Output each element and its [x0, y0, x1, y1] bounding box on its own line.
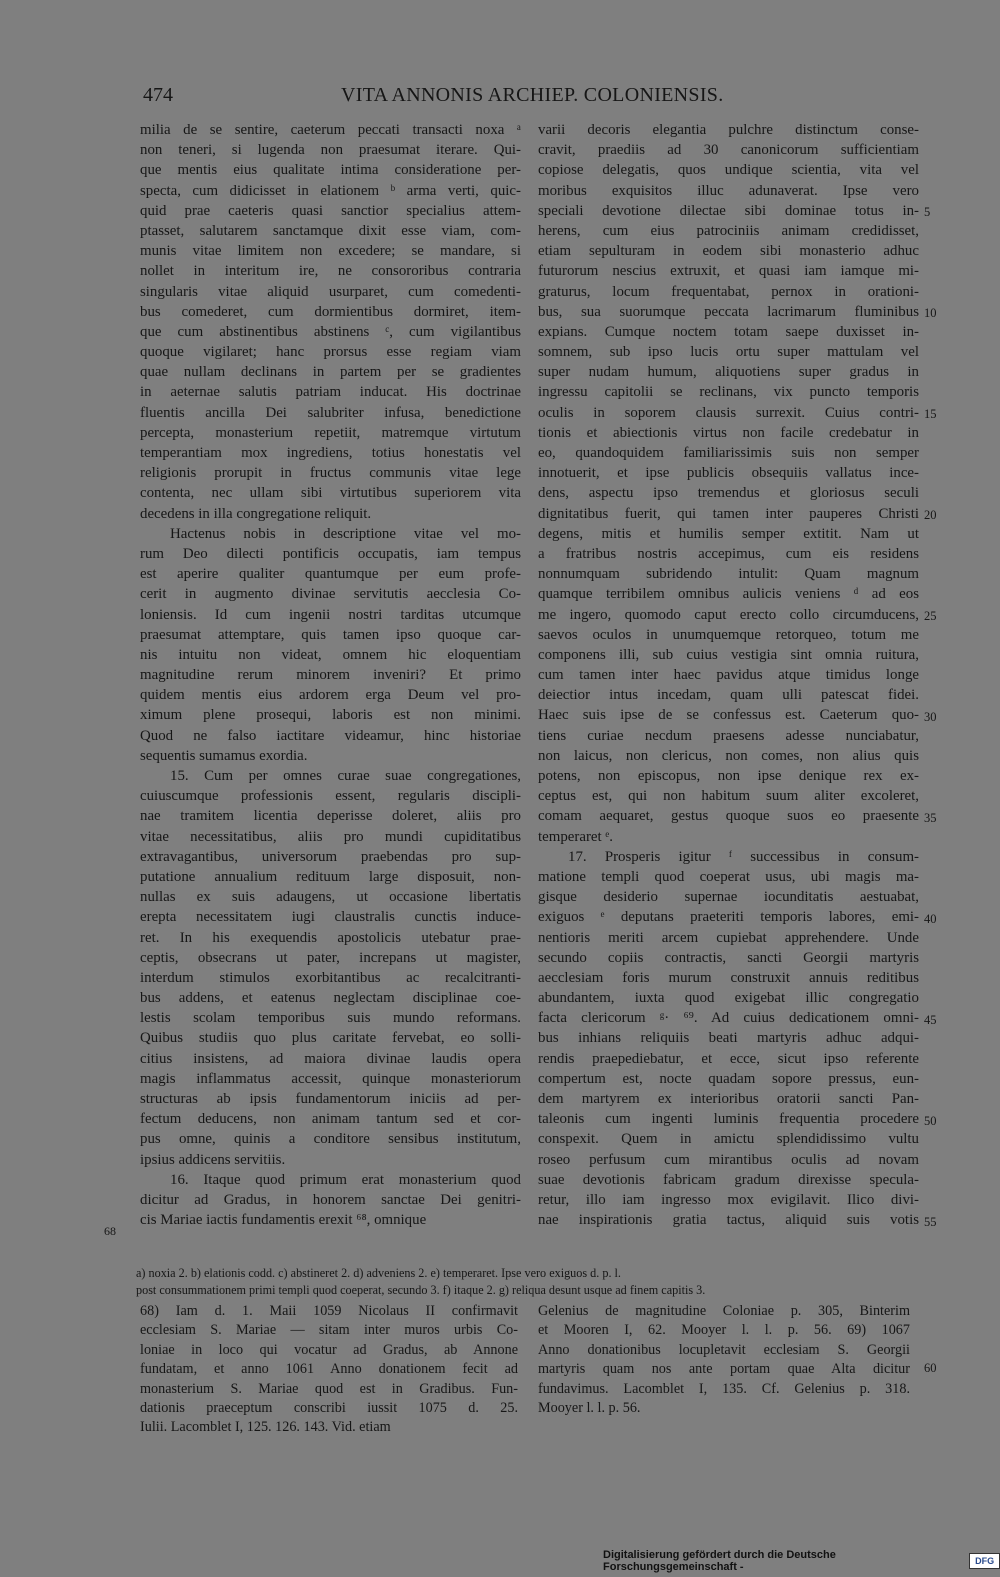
text-line: milia de se sentire, caeterum peccati transacti noxa ᵃ: [140, 122, 521, 138]
text-line: temperantiam mox ingrediens, totius honestatis vel: [140, 445, 521, 461]
text-line: me ingero, quomodo caput erecto collo circumducens,: [538, 606, 919, 623]
text-line: bus inhians reliquiis beati martyris adhuc adqui-: [538, 1030, 919, 1047]
digitization-credit: [603, 1551, 1000, 1571]
text-line: tionis et abiectionis virtus non facile credebatur in: [538, 424, 919, 441]
text-line: ximum plene prosequi, laboris est non minimi.: [140, 707, 521, 724]
text-line: non laicus, non clericus, non comes, non alius quis: [538, 747, 919, 764]
dfg-logo: DFG: [969, 1553, 1000, 1569]
notes-right-column: [538, 1302, 910, 1418]
text-line: loniae in loco qui vocatur ad Gradus, ab Annone: [140, 1341, 518, 1358]
text-line: ingressu capitolii se reclinans, vix puncto temporis: [538, 384, 919, 401]
text-line: saevos oculos in unumquemque retorqueo, totum me: [538, 626, 919, 643]
text-line: quoque vigilaret; hanc prorsus esse regiam viam: [140, 344, 521, 361]
text-line: Quibus studiis quo plus caritate fervebat, eo solli-: [140, 1030, 521, 1047]
text-line: ecclesiam S. Mariae — sitam inter muros urbis Co-: [140, 1322, 518, 1339]
text-line: Quod ne falso iactitare videamur, hinc historiae: [140, 727, 521, 744]
text-line: 16. Itaque quod primum erat monasterium quod: [170, 1171, 521, 1188]
text-line: vitae necessitatibus, aliis pro mundi cupiditatibus: [140, 828, 521, 845]
critical-apparatus: [136, 1265, 916, 1298]
text-line: Haec suis ipse de se confessus est. Caeterum quo-: [538, 707, 919, 724]
credit-text: Digitalisierung gefördert durch die Deutsche Forschungsgemeinschaft -: [603, 1549, 836, 1573]
line-number: 35: [924, 810, 937, 825]
text-line: que cum abstinentibus abstinens ᶜ, cum vigilantibus: [140, 323, 521, 340]
line-number: 55: [924, 1214, 937, 1229]
text-line: quidem mentis eius ardorem erga Deum vel pro-: [140, 687, 521, 704]
text-line: dens, aspectu ipso tremendus et gloriosus seculi: [538, 485, 919, 502]
text-line: nollet in interitum ire, ne consororibus contraria: [140, 263, 521, 280]
right-text-column: [538, 120, 919, 1230]
text-line: structuras ab ipsis fundamentorum iniciis ad per-: [140, 1091, 521, 1107]
text-line: exiguos ᵉ deputans praeteriti temporis labores, emi-: [538, 909, 919, 926]
text-line: fundavimus. Lacomblet I, 135. Cf. Gelenius p. 318.: [538, 1380, 910, 1397]
text-line: nonnumquam subridendo intulit: Quam magnum: [538, 566, 919, 583]
footnote-line: a) noxia 2. b) elationis codd. c) abstineret 2. d) adveniens 2. e) temperaret. Ipse vero exiguos d. p. l.: [136, 1266, 621, 1280]
text-line: degens, mitis et humilis semper extitit. Nam ut: [538, 525, 919, 542]
text-line: pus omne, quinis a conditore sensibus institutum,: [140, 1131, 521, 1148]
text-line: bus addens, et eatenus neglectam disciplinae coe-: [140, 990, 521, 1007]
text-line: suae devotionis fabricam gradum direxisse specula-: [538, 1171, 919, 1188]
text-line: Gelenius de magnitudine Coloniae p. 305, Binterim: [538, 1303, 910, 1319]
text-line: ceptis, obsecrans ut pater, increpans ut magister,: [140, 949, 521, 966]
text-line: citius insistens, ad maiora divinae laudis opera: [140, 1050, 521, 1067]
text-line: componens illi, sub cuius vestigia sint omnia ruitura,: [538, 646, 919, 663]
text-line: ipsius addicens servitiis.: [140, 1151, 286, 1168]
text-line: interdum stimulos exorbitantibus ac recalcitranti-: [140, 969, 521, 986]
left-text-column: [140, 120, 521, 1230]
text-line: retur, illo iam ingresso mox evigilavit. Ilico divi-: [538, 1191, 919, 1208]
text-line: herens, cum eius patrociniis animam credidisset,: [538, 222, 919, 239]
text-line: rendis praepediebatur, et ecce, sicut ipso referente: [538, 1050, 919, 1067]
line-number: 10: [924, 305, 937, 320]
text-line: a fratribus nostris accepimus, cum eis residens: [538, 545, 919, 562]
text-line: erepta necessitatem iugi claustralis cunctis induce-: [140, 909, 521, 926]
text-line: 17. Prosperis igitur ᶠ successibus in consum-: [568, 848, 919, 865]
line-number: 20: [924, 507, 937, 522]
text-line: quamque terribilem omnibus aulicis veniens ᵈ ad eos: [538, 586, 919, 603]
text-line: que mentis eius qualitate intima consideratione per-: [140, 162, 521, 179]
text-line: ptasset, salutarem sanctamque dixit esse viam, com-: [140, 222, 521, 239]
text-line: nis intuitu non videat, omnem hic eloquentiam: [140, 646, 521, 663]
text-line: futurorum nescius extruxit, et quasi iam iamque mi-: [538, 263, 919, 280]
text-line: sequentis sumamus exordia.: [140, 747, 308, 764]
line-number: 50: [924, 1113, 937, 1128]
text-line: matione templi quod coeperat usus, ubi magis ma-: [538, 868, 919, 885]
line-number: 45: [924, 1012, 937, 1027]
text-line: ceptus est, qui non habitum suum aliter excoleret,: [538, 788, 919, 805]
text-line: speciali devotione dilectae sibi dominae totus in-: [538, 202, 919, 219]
text-line: quae nullam declinans in partem per se gradientes: [140, 364, 521, 381]
line-number: 5: [924, 204, 931, 219]
text-line: magnitudine rerum minorem inveniri? Et primo: [140, 667, 521, 684]
text-line: martyris quam nos ante portam quae Alta dicitur: [538, 1361, 910, 1378]
text-line: fluentis ancilla Dei salubriter infusa, benedictione: [140, 404, 521, 421]
text-line: loniensis. Id cum ingenii nostri tarditas utcumque: [140, 606, 521, 623]
text-line: Mooyer l. l. p. 56.: [538, 1399, 641, 1416]
text-line: secundo copiis contractis, sancti Georgii martyris: [538, 949, 919, 966]
text-line: extravagantibus, universorum praebendas pro sup-: [140, 848, 521, 865]
text-line: Iulii. Lacomblet I, 125. 126. 143. Vid. etiam: [140, 1419, 391, 1436]
notes-line-number: 60: [924, 1361, 937, 1375]
text-line: non teneri, si lugenda non praesumat iterare. Qui-: [140, 142, 521, 159]
text-line: cravit, praediis ad 30 canonicorum sufficientiam: [538, 142, 919, 159]
text-line: moribus exquisitos illuc adunaverat. Ipse vero: [538, 182, 919, 199]
text-line: dationis praeceptum conscribi iussit 1075 d. 25.: [140, 1399, 518, 1416]
text-line: specta, cum didicisset in elationem ᵇ arma verti, quic-: [140, 182, 521, 199]
text-line: roseo perfusum cum mirantibus oculis ad novam: [538, 1151, 919, 1168]
text-line: deiectior intus incedam, quam ulli patescat fidei.: [538, 687, 919, 704]
text-line: dicitur ad Gradus, in honorem sanctae Dei genitri-: [140, 1191, 521, 1208]
text-line: est aperire qualiter quantumque per eum profe-: [140, 566, 521, 583]
line-number: 15: [924, 406, 937, 421]
text-line: comam aequaret, gestus quoque suos eo praesente: [538, 808, 919, 825]
text-line: graturus, locum frequentabat, pernox in orationi-: [538, 283, 919, 300]
text-line: tiens curiae necdum praesens adesse nunciabatur,: [538, 727, 919, 744]
text-line: dignitatibus fuerit, qui tamen inter pauperes Christi: [538, 505, 919, 522]
text-line: monasterium S. Mariae quod est in Gradibus. Fun-: [140, 1380, 518, 1397]
text-line: cuiuscumque professionis essent, regularis discipli-: [140, 788, 521, 805]
text-line: cis Mariae iactis fundamentis erexit ⁶⁸, omnique: [140, 1212, 427, 1229]
text-line: cerit in augmento divinae servitutis aecclesia Co-: [140, 586, 521, 603]
running-title: VITA ANNONIS ARCHIEP. COLONIENSIS.: [341, 84, 724, 106]
text-line: Hactenus nobis in descriptione vitae vel mo-: [170, 525, 521, 542]
text-line: nentioris meriti arcem cupiebat apprehendere. Unde: [538, 929, 919, 946]
page-header: [0, 84, 1000, 114]
page-number: 474: [143, 84, 173, 106]
text-line: praesumat attemptare, quis tamen ipso quoque car-: [140, 626, 521, 643]
text-line: innotuerit, et ipse publicis obsequiis vallatus ince-: [538, 465, 919, 482]
text-line: quid prae caeteris quasi sanctior specialius attem-: [140, 202, 521, 219]
text-line: fectum deducens, non animam tantum sed et cor-: [140, 1111, 521, 1128]
text-line: eo, quandoquidem familiarissimis suis non semper: [538, 445, 919, 461]
line-number: 40: [924, 911, 937, 926]
text-line: super nudam humum, aliquotiens super gradus in: [538, 364, 919, 381]
text-line: somnem, sub ipso lucis ortu super mattulam vel: [538, 344, 919, 361]
text-line: gisque desiderio supernae iocunditatis aestuabat,: [538, 889, 919, 906]
text-line: nae tramitem licentia deperisse doleret, aliis pro: [140, 808, 521, 825]
text-line: putatione annualium redituum large disposuit, non-: [140, 868, 521, 885]
line-number: 30: [924, 709, 937, 724]
text-line: religionis prorupit in fructus communis vitae lege: [140, 465, 521, 482]
text-line: 68) Iam d. 1. Maii 1059 Nicolaus II confirmavit: [140, 1303, 518, 1319]
text-line: bus, sua suorumque peccata lacrimarum fluminibus: [538, 303, 919, 320]
text-line: taleonis cum ingenti luminis frequentia procedere: [538, 1111, 919, 1128]
text-line: copiose delegatis, quos undique scientia, vita vel: [538, 162, 919, 179]
text-line: Anno donationibus locupletavit ecclesiam S. Georgii: [538, 1341, 910, 1358]
text-line: temperaret ᵉ.: [538, 828, 613, 845]
text-line: in aeternae salutis patriam inducat. His doctrinae: [140, 384, 521, 401]
text-line: etiam sepulturam in eodem sibi monasterio adhuc: [538, 243, 919, 260]
text-line: magis inflammatus accessit, quinque monasteriorum: [140, 1070, 521, 1087]
text-line: rum Deo dilecti pontificis occupatis, iam tempus: [140, 545, 521, 562]
text-line: percepta, monasterium repetiit, matremque virtutum: [140, 424, 521, 441]
text-line: cum tamen inter haec pavidus atque timidus longe: [538, 667, 919, 684]
text-line: conspexit. Quem in amictu splendidissimo vultu: [538, 1131, 919, 1148]
text-line: oculis in soporem clausis surrexit. Cuius contri-: [538, 404, 919, 421]
notes-left-column: [140, 1302, 518, 1438]
text-line: nullas ex suis adaugens, ut occasione libertatis: [140, 889, 521, 906]
text-line: varii decoris elegantia pulchre distinctum conse-: [538, 122, 919, 138]
text-line: bus comederet, cum dormientibus dormiret, item-: [140, 303, 521, 320]
text-line: compertum est, nocte quadam sopore pressus, eun-: [538, 1070, 919, 1087]
margin-note-number: 68: [104, 1224, 116, 1238]
text-line: ret. In his exequendis apostolicis utebatur prae-: [140, 929, 521, 946]
footnote-line: post consummationem primi templi quod coeperat, secundo 3. f) itaque 2. g) reliqua desunt usque ad finem capitis 3.: [136, 1282, 706, 1297]
text-line: dem martyrem ex interioribus oratorii sancti Pan-: [538, 1091, 919, 1107]
text-line: facta clericorum ᵍ· ⁶⁹. Ad cuius dedicationem omni-: [538, 1010, 919, 1027]
text-line: contenta, nec ullam sibi virtutibus superiorem vita: [140, 485, 521, 502]
text-line: 15. Cum per omnes curae suae congregationes,: [170, 768, 521, 784]
text-line: singularis vitae aliquid usurparet, cum comedenti-: [140, 283, 521, 300]
text-line: et Mooren I, 62. Mooyer l. l. p. 56. 69) 1067: [538, 1322, 910, 1339]
text-line: potens, non episcopus, non ipse denique rex ex-: [538, 768, 919, 784]
text-line: expians. Cumque noctem totam saepe duxisset in-: [538, 323, 919, 340]
text-line: abundantem, iuxta quod exigebat illic congregatio: [538, 990, 919, 1007]
text-line: nae inspirationis gratia tactus, aliquid suis votis: [538, 1212, 919, 1229]
text-line: munis vitae limitem non excedere; se mandare, si: [140, 243, 521, 260]
text-line: aecclesiam foris murum construxit annuis reditibus: [538, 969, 919, 986]
line-number: 25: [924, 608, 937, 623]
text-line: lestis scolam temporibus suis mundo reformans.: [140, 1010, 521, 1027]
text-line: decedens in illa congregatione reliquit.: [140, 505, 372, 522]
text-line: fundatam, et anno 1061 Anno donationem fecit ad: [140, 1361, 518, 1378]
